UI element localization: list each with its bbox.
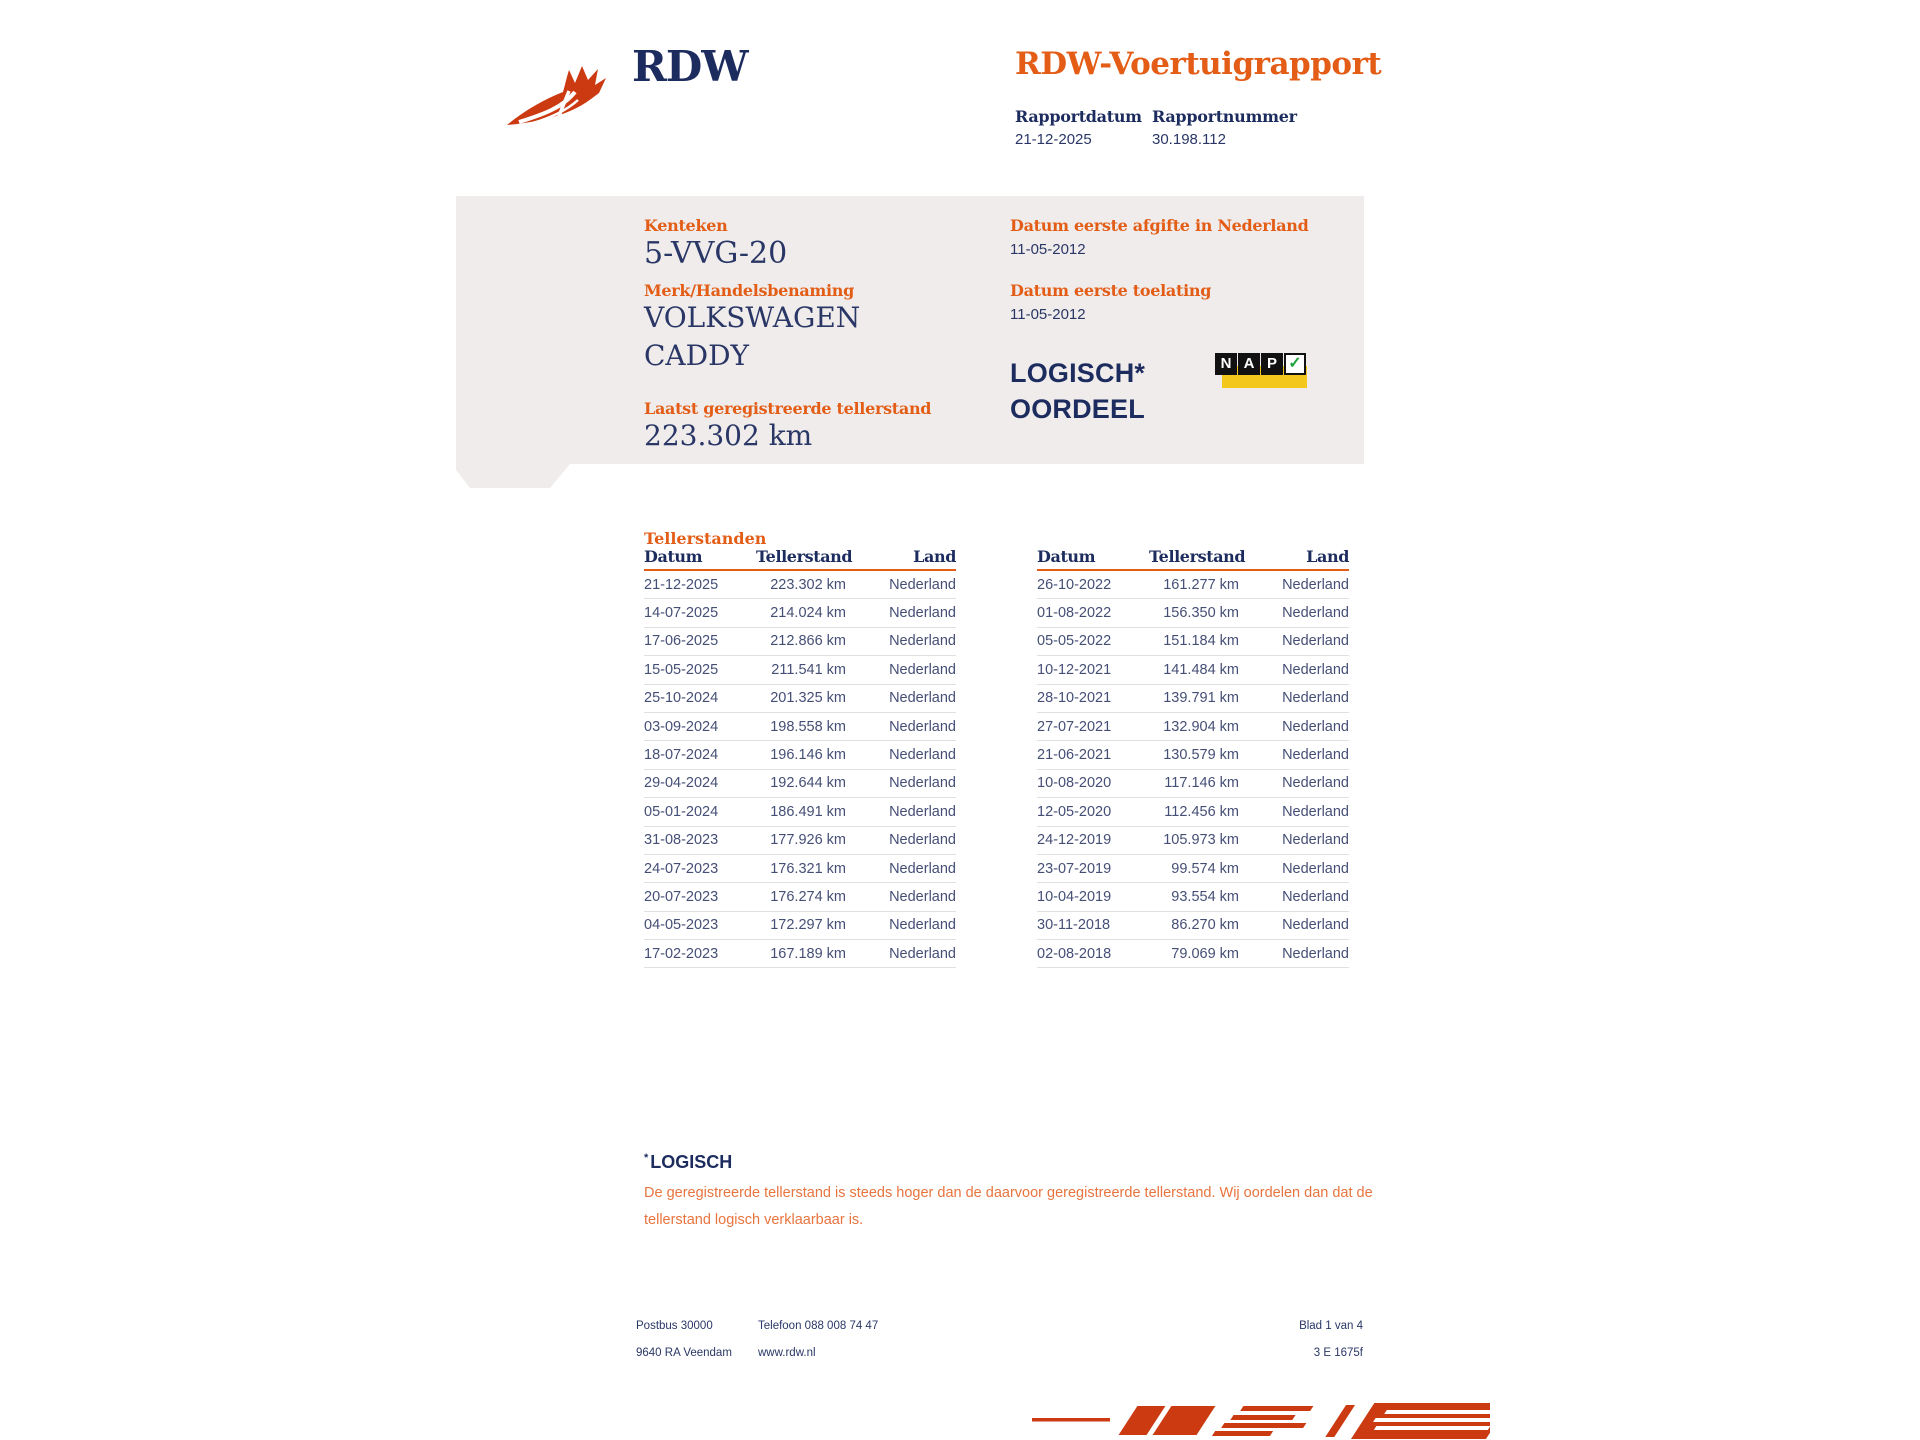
tellerstand-label: Laatst geregistreerde tellerstand (644, 399, 932, 418)
row-odometer: 117.146 km (1164, 775, 1239, 792)
table-row (1037, 912, 1349, 940)
table-row (1037, 827, 1349, 855)
table-body (644, 571, 956, 968)
row-date: 31-08-2023 (644, 832, 719, 849)
row-date: 17-02-2023 (644, 945, 719, 962)
row-date: 24-12-2019 (1037, 832, 1112, 849)
nap-letter-p: P (1261, 353, 1283, 375)
row-country: Nederland (889, 576, 956, 593)
row-country: Nederland (889, 661, 956, 678)
table-row (644, 798, 956, 826)
row-date: 21-06-2021 (1037, 747, 1112, 764)
row-date: 24-07-2023 (644, 860, 719, 877)
row-date: 10-04-2019 (1037, 888, 1112, 905)
row-country: Nederland (889, 945, 956, 962)
row-date: 04-05-2023 (644, 917, 719, 934)
kenteken-label: Kenteken (644, 216, 728, 235)
table-body (1037, 571, 1349, 968)
row-odometer: 201.325 km (770, 690, 846, 707)
footer-page-indicator: Blad 1 van 4 (1299, 1320, 1363, 1332)
row-date: 21-12-2025 (644, 576, 719, 593)
row-date: 23-07-2019 (1037, 860, 1112, 877)
table-row (1037, 855, 1349, 883)
row-date: 29-04-2024 (644, 775, 719, 792)
table-row (1037, 628, 1349, 656)
nap-letter-n: N (1215, 353, 1237, 375)
table-row (1037, 713, 1349, 741)
table-row (644, 855, 956, 883)
toelating-value: 11-05-2012 (1010, 306, 1086, 323)
row-country: Nederland (1282, 747, 1349, 764)
table-row (1037, 940, 1349, 968)
table-row (1037, 741, 1349, 769)
row-odometer: 93.554 km (1171, 888, 1239, 905)
row-odometer: 167.189 km (770, 945, 846, 962)
row-odometer: 214.024 km (770, 605, 846, 622)
row-odometer: 176.274 km (770, 888, 846, 905)
row-country: Nederland (889, 633, 956, 650)
row-country: Nederland (889, 860, 956, 877)
row-odometer: 130.579 km (1163, 747, 1239, 764)
report-date-value: 21-12-2025 (1015, 131, 1092, 148)
row-date: 05-05-2022 (1037, 633, 1112, 650)
column-header-land: Land (913, 547, 956, 566)
table-row (644, 912, 956, 940)
row-date: 30-11-2018 (1037, 917, 1111, 934)
odometer-table-right (1037, 547, 1349, 968)
row-country: Nederland (1282, 775, 1349, 792)
table-row (1037, 656, 1349, 684)
row-odometer: 192.644 km (770, 775, 846, 792)
afgifte-value: 11-05-2012 (1010, 241, 1086, 258)
table-row (1037, 571, 1349, 599)
report-number-value: 30.198.112 (1152, 131, 1226, 148)
row-country: Nederland (1282, 888, 1349, 905)
row-date: 10-12-2021 (1037, 661, 1112, 678)
tellerstanden-title: Tellerstanden (644, 529, 767, 548)
row-country: Nederland (889, 917, 956, 934)
table-row (644, 713, 956, 741)
column-header-land: Land (1306, 547, 1349, 566)
row-country: Nederland (889, 832, 956, 849)
row-odometer: 211.541 km (771, 661, 846, 678)
row-date: 18-07-2024 (644, 747, 719, 764)
row-odometer: 156.350 km (1163, 605, 1239, 622)
row-odometer: 151.184 km (1163, 633, 1239, 650)
row-date: 15-05-2025 (644, 661, 719, 678)
report-number-label: Rapportnummer (1152, 107, 1297, 126)
table-row (644, 571, 956, 599)
decorative-stripes-graphic (1030, 1402, 1490, 1440)
tellerstand-value: 223.302 km (644, 419, 813, 452)
row-country: Nederland (1282, 633, 1349, 650)
report-date-label: Rapportdatum (1015, 107, 1142, 126)
footer-phone: Telefoon 088 008 74 47 (758, 1320, 879, 1332)
footer-website: www.rdw.nl (758, 1347, 816, 1359)
merk-value-line1: VOLKSWAGEN (644, 301, 861, 334)
oordeel-line2: OORDEEL (1010, 394, 1145, 424)
row-date: 14-07-2025 (644, 605, 719, 622)
row-country: Nederland (1282, 576, 1349, 593)
footer-address-line1: Postbus 30000 (636, 1320, 713, 1332)
merk-label: Merk/Handelsbenaming (644, 281, 855, 300)
oordeel-line1: LOGISCH* (1010, 358, 1146, 388)
kenteken-value: 5-VVG-20 (644, 236, 788, 271)
row-country: Nederland (1282, 718, 1349, 735)
nap-logo (1215, 353, 1309, 389)
logisch-heading-text: LOGISCH (650, 1152, 733, 1172)
column-header-tellerstand: Tellerstand (756, 547, 853, 566)
asterisk: * (644, 1152, 649, 1164)
row-country: Nederland (1282, 917, 1349, 934)
page-title: RDW-Voertuigrapport (1015, 46, 1382, 82)
toelating-label: Datum eerste toelating (1010, 281, 1212, 300)
row-date: 02-08-2018 (1037, 945, 1112, 962)
rdw-wordmark: RDW (632, 42, 748, 91)
row-odometer: 139.791 km (1163, 690, 1239, 707)
row-country: Nederland (889, 888, 956, 905)
row-odometer: 177.926 km (770, 832, 846, 849)
nap-letter-a: A (1238, 353, 1260, 375)
footer-address-line2: 9640 RA Veendam (636, 1347, 732, 1359)
table-row (1037, 685, 1349, 713)
row-country: Nederland (1282, 832, 1349, 849)
row-country: Nederland (889, 605, 956, 622)
logisch-explanation: De geregistreerde tellerstand is steeds hoger dan de daarvoor geregistreerde tellerstand. Wij oordelen dan dat de tellerstand logisch verklaarbaar is. (644, 1185, 1373, 1228)
column-header-datum: Datum (1037, 547, 1096, 566)
row-date: 01-08-2022 (1037, 605, 1112, 622)
row-date: 17-06-2025 (644, 633, 719, 650)
table-row (644, 883, 956, 911)
footer-form-code: 3 E 1675f (1313, 1347, 1363, 1359)
column-header-tellerstand: Tellerstand (1149, 547, 1246, 566)
table-row (644, 685, 956, 713)
row-odometer: 176.321 km (770, 860, 846, 877)
table-row (644, 656, 956, 684)
table-row (644, 770, 956, 798)
row-odometer: 79.069 km (1171, 945, 1239, 962)
row-country: Nederland (889, 803, 956, 820)
afgifte-label: Datum eerste afgifte in Nederland (1010, 216, 1309, 235)
row-date: 10-08-2020 (1037, 775, 1112, 792)
row-date: 20-07-2023 (644, 888, 719, 905)
table-row (1037, 798, 1349, 826)
column-header-datum: Datum (644, 547, 703, 566)
row-date: 27-07-2021 (1037, 718, 1112, 735)
row-country: Nederland (1282, 661, 1349, 678)
table-row (1037, 883, 1349, 911)
row-date: 05-01-2024 (644, 803, 719, 820)
row-odometer: 212.866 km (770, 633, 846, 650)
row-odometer: 186.491 km (770, 803, 846, 820)
row-odometer: 161.277 km (1163, 576, 1239, 593)
row-odometer: 86.270 km (1171, 917, 1239, 934)
vehicle-summary-box (456, 196, 1364, 492)
row-date: 12-05-2020 (1037, 803, 1112, 820)
row-odometer: 99.574 km (1171, 860, 1239, 877)
row-odometer: 112.456 km (1164, 803, 1239, 820)
row-country: Nederland (889, 690, 956, 707)
table-header (644, 547, 956, 571)
row-odometer: 223.302 km (770, 576, 846, 593)
table-row (644, 628, 956, 656)
row-odometer: 105.973 km (1163, 832, 1239, 849)
row-odometer: 132.904 km (1163, 718, 1239, 735)
table-row (644, 827, 956, 855)
logisch-heading (644, 1152, 732, 1173)
row-odometer: 172.297 km (770, 917, 846, 934)
row-odometer: 141.484 km (1163, 661, 1239, 678)
table-row (1037, 599, 1349, 627)
row-date: 03-09-2024 (644, 718, 719, 735)
row-odometer: 196.146 km (770, 747, 846, 764)
nap-check-icon: ✓ (1284, 353, 1306, 375)
row-country: Nederland (889, 775, 956, 792)
table-row (644, 940, 956, 968)
row-odometer: 198.558 km (770, 718, 846, 735)
table-row (644, 599, 956, 627)
row-country: Nederland (1282, 860, 1349, 877)
row-country: Nederland (1282, 605, 1349, 622)
row-date: 28-10-2021 (1037, 690, 1112, 707)
table-row (1037, 770, 1349, 798)
table-header (1037, 547, 1349, 571)
merk-value-line2: CADDY (644, 339, 750, 372)
row-country: Nederland (1282, 690, 1349, 707)
rdw-feather-logo-icon (505, 58, 613, 128)
row-country: Nederland (1282, 803, 1349, 820)
row-country: Nederland (1282, 945, 1349, 962)
odometer-table-left (644, 547, 956, 968)
table-row (644, 741, 956, 769)
row-country: Nederland (889, 718, 956, 735)
row-date: 25-10-2024 (644, 690, 719, 707)
row-date: 26-10-2022 (1037, 576, 1112, 593)
row-country: Nederland (889, 747, 956, 764)
